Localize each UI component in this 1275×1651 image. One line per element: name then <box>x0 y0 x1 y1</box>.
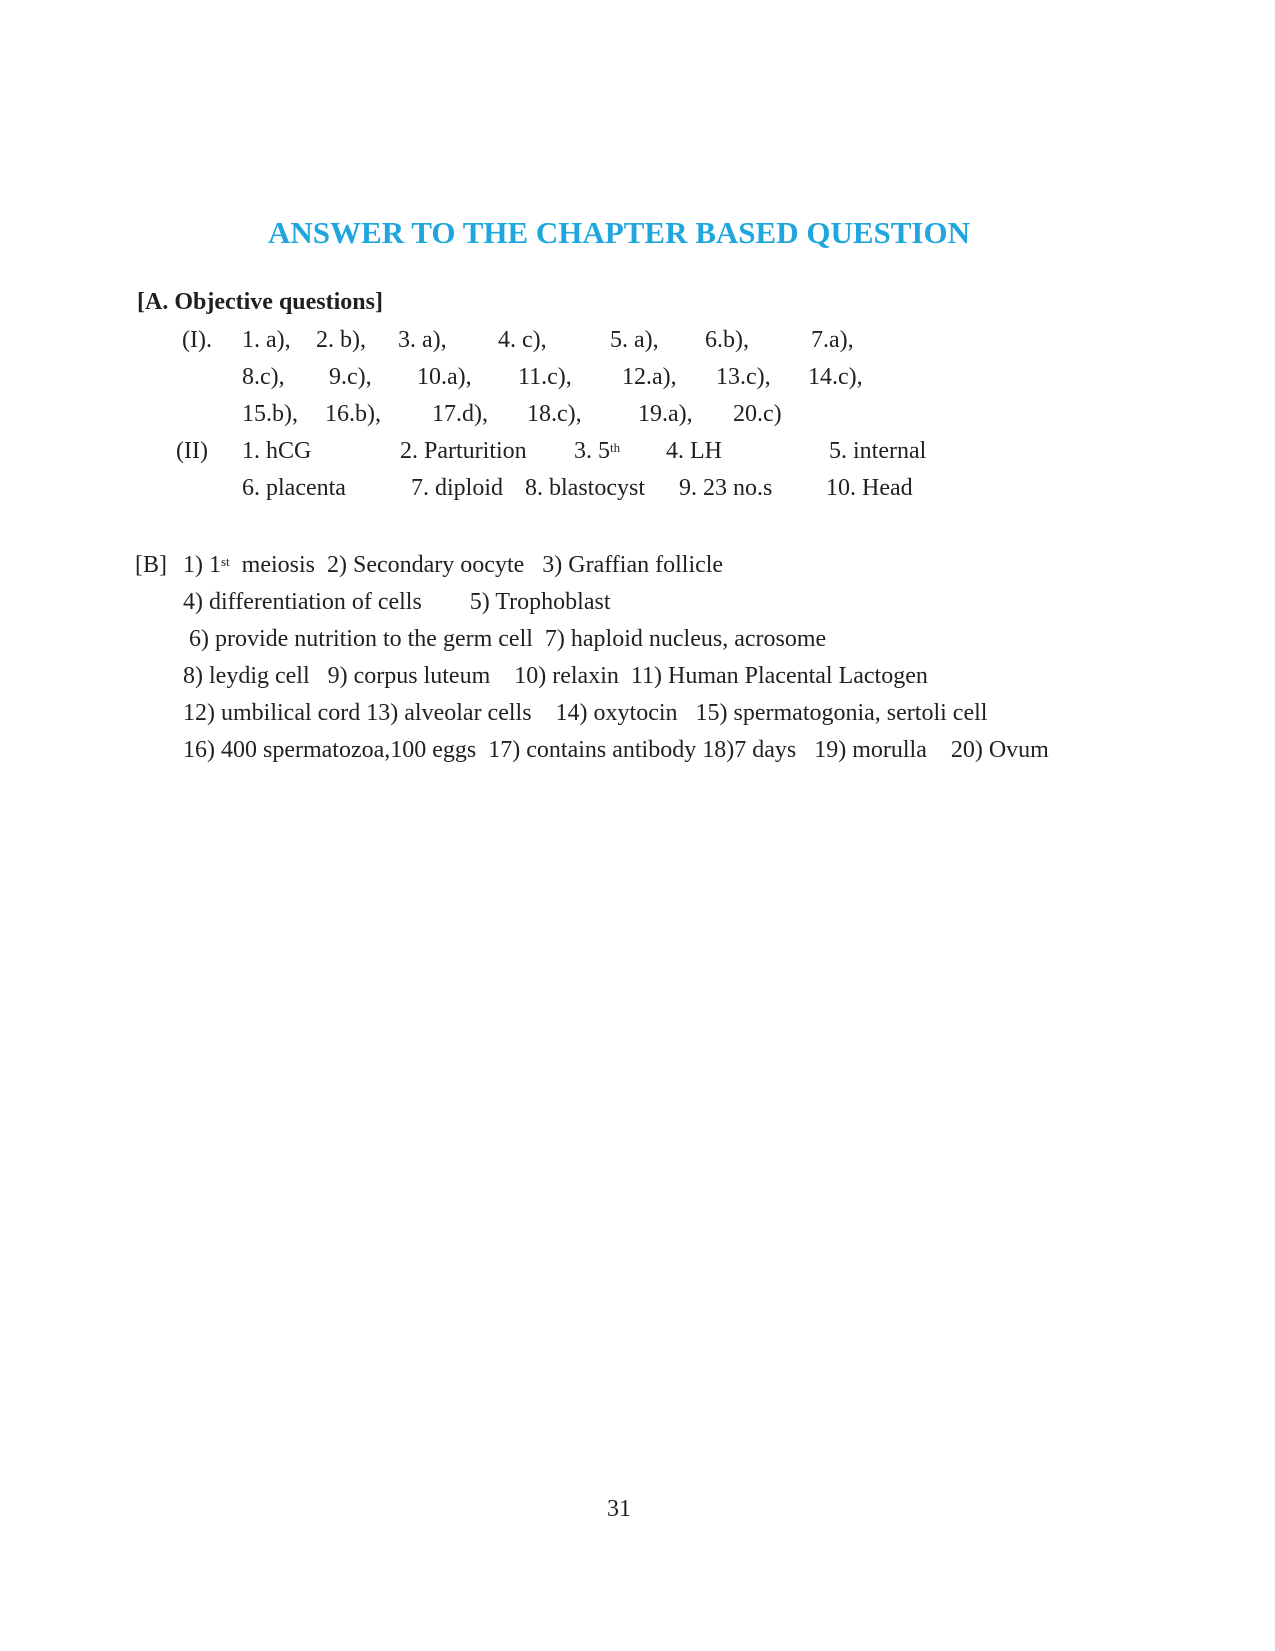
section-b-line: 16) 400 spermatozoa,100 eggs 17) contains antibody 18)7 days 19) morulla 20) Ovum <box>183 737 1049 763</box>
answer-item: 8.c), <box>242 364 285 390</box>
answer-item: 17.d), <box>432 401 488 427</box>
answer-item: 3. a), <box>398 327 447 353</box>
answer-item: 1. hCG <box>242 438 312 464</box>
answer-item: 4. c), <box>498 327 547 353</box>
answer-item: 2. b), <box>316 327 366 353</box>
section-a-heading: [A. Objective questions] <box>137 289 383 315</box>
answer-item: 6. placenta <box>242 475 346 501</box>
answer-item: 5. a), <box>610 327 659 353</box>
answer-item: 9.c), <box>329 364 372 390</box>
page-title: ANSWER TO THE CHAPTER BASED QUESTION <box>268 215 970 250</box>
answer-item: 12.a), <box>622 364 677 390</box>
section-b-line: 12) umbilical cord 13) alveolar cells 14) oxytocin 15) spermatogonia, sertoli cell <box>183 700 988 726</box>
answer-item: 1. a), <box>242 327 291 353</box>
section-b-line: 1) 1st meiosis 2) Secondary oocyte 3) Graffian follicle <box>183 552 724 578</box>
answer-item: 10. Head <box>826 475 913 501</box>
answer-item: 2. Parturition <box>400 438 527 464</box>
answer-item: 3. 5th <box>574 438 621 464</box>
answer-item: 7.a), <box>811 327 854 353</box>
answer-item: 9. 23 no.s <box>679 475 773 501</box>
answer-item: 18.c), <box>527 401 582 427</box>
answer-item: 16.b), <box>325 401 381 427</box>
section-b-line: 4) differentiation of cells 5) Trophoblast <box>183 589 611 615</box>
answer-item: 19.a), <box>638 401 693 427</box>
section-b-label: [B] <box>135 552 167 578</box>
answer-item: 20.c) <box>733 401 782 427</box>
answer-item: 14.c), <box>808 364 863 390</box>
answer-item: 13.c), <box>716 364 771 390</box>
superscript: st <box>221 554 230 569</box>
answer-item: 6.b), <box>705 327 749 353</box>
answer-item: 4. LH <box>666 438 722 464</box>
part1-label: (I). <box>182 327 212 353</box>
page-number: 31 <box>607 1496 631 1522</box>
answer-item: 15.b), <box>242 401 298 427</box>
section-b-line: 8) leydig cell 9) corpus luteum 10) relaxin 11) Human Placental Lactogen <box>183 663 928 689</box>
answer-item: 10.a), <box>417 364 472 390</box>
answer-item: 5. internal <box>829 438 927 464</box>
part2-label: (II) <box>176 438 208 464</box>
answer-item: 7. diploid <box>411 475 504 501</box>
superscript: th <box>610 440 621 455</box>
section-b-line: 6) provide nutrition to the germ cell 7) haploid nucleus, acrosome <box>189 626 827 652</box>
answer-item: 8. blastocyst <box>525 475 645 501</box>
answer-item: 11.c), <box>518 364 572 390</box>
